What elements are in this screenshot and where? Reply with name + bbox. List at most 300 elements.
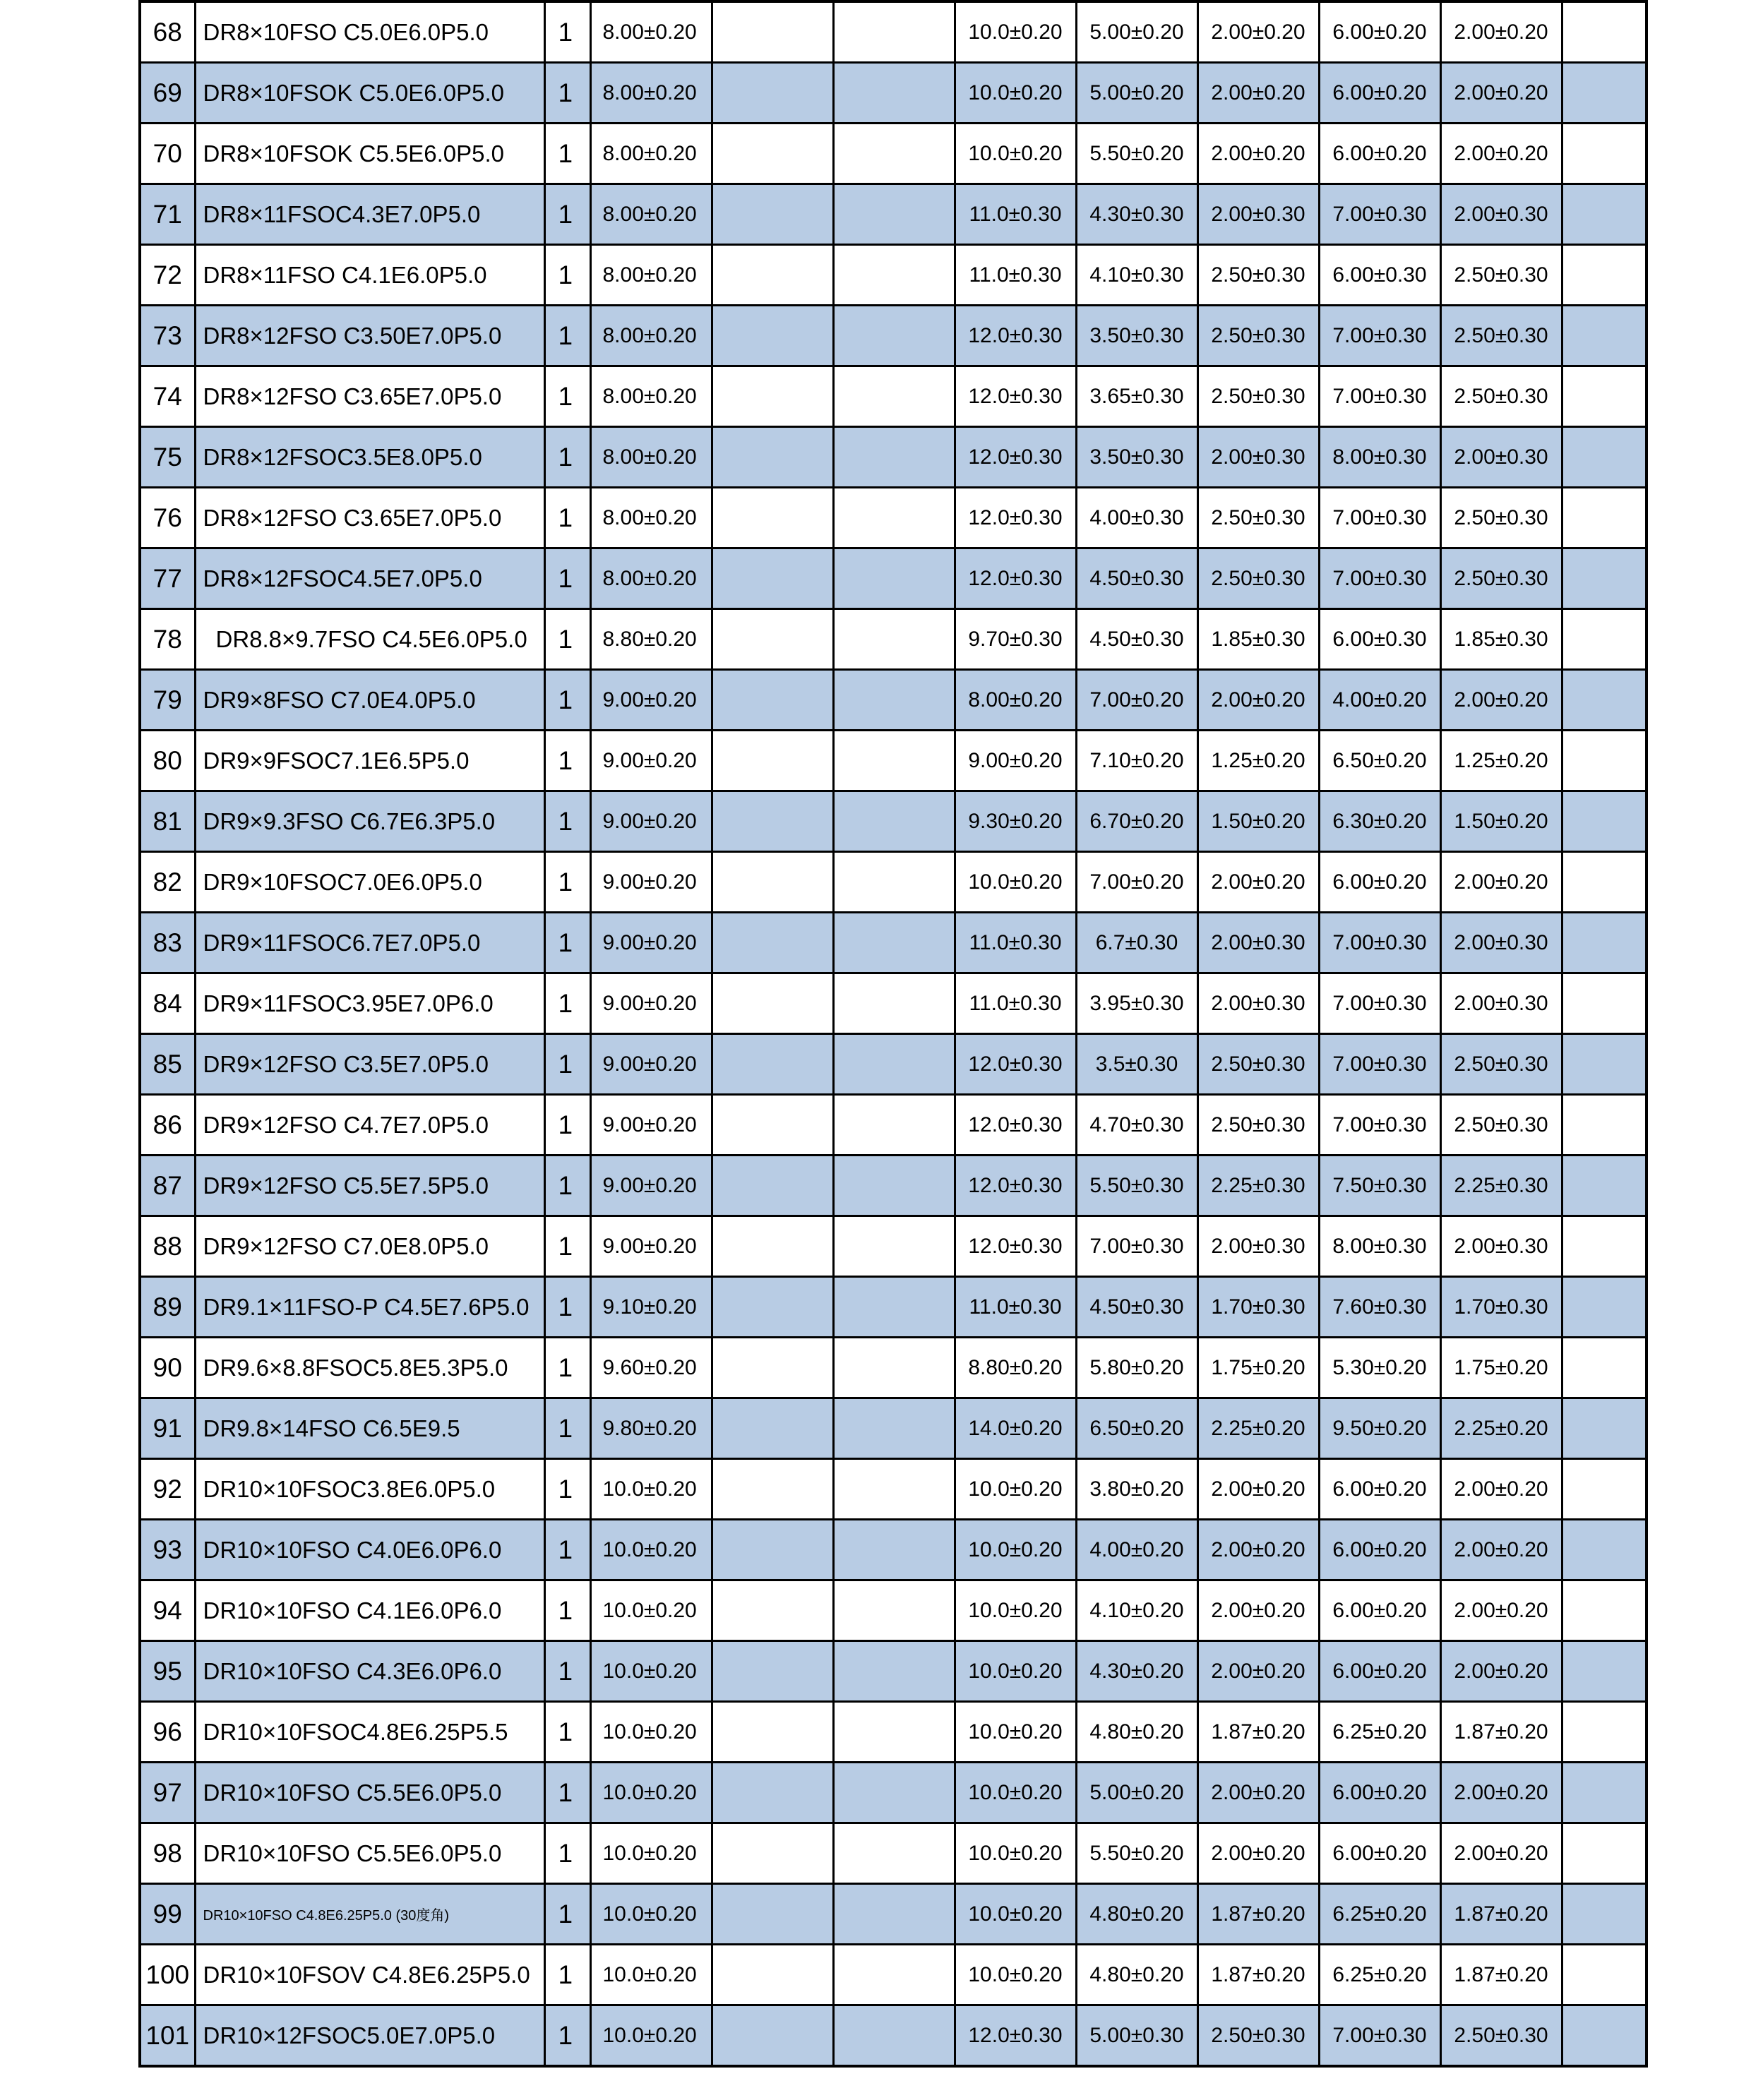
dimension-3: [833, 1398, 955, 1459]
row-number: 71: [140, 184, 195, 245]
dimension-4: 12.0±0.30: [955, 2005, 1076, 2067]
dimension-6: 2.00±0.20: [1197, 1, 1319, 63]
dimension-5: 7.00±0.20: [1076, 670, 1197, 731]
dimension-8: 2.50±0.30: [1440, 2005, 1562, 2067]
table-row: [140, 1580, 1647, 1641]
model-code: DR9×9FSOC7.1E6.5P5.0: [195, 731, 544, 791]
quantity: 1: [544, 1763, 590, 1823]
dimension-1: 9.00±0.20: [590, 1095, 712, 1156]
dimension-3: [833, 548, 955, 609]
dimension-9: [1562, 1823, 1647, 1884]
row-number: 87: [140, 1156, 195, 1216]
dimension-6: 2.00±0.30: [1197, 184, 1319, 245]
row-number: 68: [140, 1, 195, 63]
dimension-5: 7.10±0.20: [1076, 731, 1197, 791]
model-code: DR8×12FSO C3.65E7.0P5.0: [195, 366, 544, 427]
dimension-2: [712, 609, 833, 670]
dimension-5: 6.70±0.20: [1076, 791, 1197, 852]
dimension-3: [833, 670, 955, 731]
dimension-7: 7.00±0.30: [1319, 2005, 1440, 2067]
dimension-2: [712, 670, 833, 731]
dimension-9: [1562, 63, 1647, 124]
dimension-6: 2.00±0.30: [1197, 973, 1319, 1034]
table-row: [140, 1641, 1647, 1702]
dimension-2: [712, 1945, 833, 2005]
dimension-2: [712, 1156, 833, 1216]
dimension-3: [833, 1034, 955, 1095]
dimension-7: 6.00±0.20: [1319, 124, 1440, 184]
dimension-8: 1.25±0.20: [1440, 731, 1562, 791]
dimension-9: [1562, 1641, 1647, 1702]
dimension-3: [833, 1641, 955, 1702]
dimension-5: 5.50±0.30: [1076, 1156, 1197, 1216]
dimension-5: 3.95±0.30: [1076, 973, 1197, 1034]
dimension-7: 8.00±0.30: [1319, 427, 1440, 488]
dimension-9: [1562, 488, 1647, 548]
dimension-9: [1562, 1338, 1647, 1398]
table-row: [140, 1884, 1647, 1945]
quantity: 1: [544, 548, 590, 609]
dimension-3: [833, 366, 955, 427]
dimension-1: 8.00±0.20: [590, 184, 712, 245]
dimension-1: 9.00±0.20: [590, 1216, 712, 1277]
table-row: [140, 1, 1647, 63]
dimension-6: 2.25±0.20: [1197, 1398, 1319, 1459]
dimension-2: [712, 1702, 833, 1763]
dimension-3: [833, 1459, 955, 1520]
dimension-6: 1.50±0.20: [1197, 791, 1319, 852]
dimension-8: 2.00±0.30: [1440, 1216, 1562, 1277]
dimension-4: 11.0±0.30: [955, 184, 1076, 245]
dimension-3: [833, 1216, 955, 1277]
table-row: [140, 306, 1647, 366]
row-number: 98: [140, 1823, 195, 1884]
quantity: 1: [544, 488, 590, 548]
dimension-7: 7.00±0.30: [1319, 488, 1440, 548]
dimension-3: [833, 245, 955, 306]
dimension-2: [712, 1277, 833, 1338]
dimension-9: [1562, 1398, 1647, 1459]
table-row: [140, 2005, 1647, 2067]
dimension-4: 12.0±0.30: [955, 1095, 1076, 1156]
dimension-2: [712, 913, 833, 973]
dimension-9: [1562, 184, 1647, 245]
table-row: [140, 488, 1647, 548]
dimension-9: [1562, 913, 1647, 973]
dimension-6: 2.00±0.20: [1197, 1763, 1319, 1823]
dimension-4: 10.0±0.20: [955, 63, 1076, 124]
quantity: 1: [544, 913, 590, 973]
dimension-4: 11.0±0.30: [955, 913, 1076, 973]
dimension-7: 6.00±0.20: [1319, 1520, 1440, 1580]
dimension-2: [712, 1884, 833, 1945]
table-row: [140, 1338, 1647, 1398]
dimension-5: 5.80±0.20: [1076, 1338, 1197, 1398]
model-code: DR8×10FSO C5.0E6.0P5.0: [195, 1, 544, 63]
table-row: [140, 973, 1647, 1034]
table-row: [140, 1216, 1647, 1277]
dimension-6: 2.00±0.20: [1197, 1641, 1319, 1702]
row-number: 79: [140, 670, 195, 731]
dimension-7: 4.00±0.20: [1319, 670, 1440, 731]
dimension-3: [833, 63, 955, 124]
dimension-4: 10.0±0.20: [955, 1945, 1076, 2005]
row-number: 84: [140, 973, 195, 1034]
dimension-6: 2.00±0.20: [1197, 1520, 1319, 1580]
dimension-8: 2.00±0.20: [1440, 1823, 1562, 1884]
dimension-9: [1562, 1763, 1647, 1823]
dimension-5: 4.80±0.20: [1076, 1945, 1197, 2005]
dimension-1: 9.80±0.20: [590, 1398, 712, 1459]
dimension-8: 2.00±0.20: [1440, 1763, 1562, 1823]
dimension-3: [833, 184, 955, 245]
dimension-9: [1562, 791, 1647, 852]
dimension-2: [712, 1580, 833, 1641]
dimension-7: 6.00±0.20: [1319, 852, 1440, 913]
row-number: 82: [140, 852, 195, 913]
row-number: 86: [140, 1095, 195, 1156]
dimension-4: 10.0±0.20: [955, 1884, 1076, 1945]
dimension-6: 2.25±0.30: [1197, 1156, 1319, 1216]
dimension-7: 7.00±0.30: [1319, 1095, 1440, 1156]
row-number: 74: [140, 366, 195, 427]
dimension-8: 1.70±0.30: [1440, 1277, 1562, 1338]
quantity: 1: [544, 1945, 590, 2005]
dimension-9: [1562, 973, 1647, 1034]
quantity: 1: [544, 1520, 590, 1580]
dimension-7: 7.00±0.30: [1319, 366, 1440, 427]
dimension-1: 9.00±0.20: [590, 913, 712, 973]
dimension-8: 2.00±0.20: [1440, 1580, 1562, 1641]
dimension-8: 2.00±0.30: [1440, 427, 1562, 488]
dimension-5: 5.00±0.20: [1076, 1, 1197, 63]
model-code: DR10×10FSOC4.8E6.25P5.5: [195, 1702, 544, 1763]
dimension-4: 10.0±0.20: [955, 1580, 1076, 1641]
dimension-1: 10.0±0.20: [590, 1702, 712, 1763]
dimension-7: 8.00±0.30: [1319, 1216, 1440, 1277]
dimension-1: 8.00±0.20: [590, 124, 712, 184]
dimension-2: [712, 1459, 833, 1520]
model-code: DR9.8×14FSO C6.5E9.5: [195, 1398, 544, 1459]
dimension-6: 2.00±0.20: [1197, 670, 1319, 731]
dimension-6: 2.00±0.20: [1197, 852, 1319, 913]
dimension-9: [1562, 1520, 1647, 1580]
dimension-7: 7.00±0.30: [1319, 184, 1440, 245]
row-number: 91: [140, 1398, 195, 1459]
model-code: DR8×10FSOK C5.5E6.0P5.0: [195, 124, 544, 184]
dimension-3: [833, 731, 955, 791]
table-row: [140, 913, 1647, 973]
table-row: [140, 1034, 1647, 1095]
dimension-6: 2.50±0.30: [1197, 1034, 1319, 1095]
quantity: 1: [544, 184, 590, 245]
dimension-8: 2.00±0.20: [1440, 852, 1562, 913]
model-code: DR9×12FSO C3.5E7.0P5.0: [195, 1034, 544, 1095]
dimension-2: [712, 306, 833, 366]
dimension-3: [833, 427, 955, 488]
quantity: 1: [544, 670, 590, 731]
quantity: 1: [544, 2005, 590, 2067]
dimension-9: [1562, 306, 1647, 366]
dimension-3: [833, 488, 955, 548]
model-code: DR10×10FSOV C4.8E6.25P5.0: [195, 1945, 544, 2005]
table-row: [140, 1156, 1647, 1216]
dimension-2: [712, 427, 833, 488]
quantity: 1: [544, 245, 590, 306]
dimension-2: [712, 791, 833, 852]
dimension-6: 1.87±0.20: [1197, 1884, 1319, 1945]
dimension-2: [712, 1520, 833, 1580]
dimension-1: 10.0±0.20: [590, 1459, 712, 1520]
dimension-5: 3.80±0.20: [1076, 1459, 1197, 1520]
row-number: 83: [140, 913, 195, 973]
row-number: 95: [140, 1641, 195, 1702]
dimension-5: 5.50±0.20: [1076, 124, 1197, 184]
dimension-8: 2.50±0.30: [1440, 548, 1562, 609]
dimension-5: 4.00±0.20: [1076, 1520, 1197, 1580]
dimension-6: 2.50±0.30: [1197, 245, 1319, 306]
row-number: 72: [140, 245, 195, 306]
dimension-7: 7.00±0.30: [1319, 548, 1440, 609]
dimension-2: [712, 1763, 833, 1823]
dimension-6: 2.50±0.30: [1197, 1095, 1319, 1156]
dimension-9: [1562, 609, 1647, 670]
quantity: 1: [544, 63, 590, 124]
dimension-8: 1.87±0.20: [1440, 1945, 1562, 2005]
dimension-3: [833, 2005, 955, 2067]
quantity: 1: [544, 1459, 590, 1520]
dimension-9: [1562, 2005, 1647, 2067]
dimension-1: 9.00±0.20: [590, 670, 712, 731]
dimension-8: 2.50±0.30: [1440, 1095, 1562, 1156]
dimension-6: 1.87±0.20: [1197, 1945, 1319, 2005]
dimension-9: [1562, 124, 1647, 184]
dimension-7: 6.25±0.20: [1319, 1702, 1440, 1763]
table-row: [140, 791, 1647, 852]
row-number: 96: [140, 1702, 195, 1763]
dimension-1: 9.00±0.20: [590, 791, 712, 852]
dimension-5: 4.50±0.30: [1076, 609, 1197, 670]
row-number: 90: [140, 1338, 195, 1398]
dimension-2: [712, 731, 833, 791]
dimension-4: 12.0±0.30: [955, 366, 1076, 427]
dimension-3: [833, 791, 955, 852]
dimension-2: [712, 1641, 833, 1702]
table-row: [140, 852, 1647, 913]
dimension-6: 2.50±0.30: [1197, 488, 1319, 548]
row-number: 97: [140, 1763, 195, 1823]
table-row: [140, 1277, 1647, 1338]
table-row: [140, 1520, 1647, 1580]
dimension-7: 6.00±0.30: [1319, 609, 1440, 670]
model-code: DR8×11FSO C4.1E6.0P5.0: [195, 245, 544, 306]
dimension-3: [833, 1763, 955, 1823]
dimension-3: [833, 1823, 955, 1884]
row-number: 99: [140, 1884, 195, 1945]
dimension-1: 10.0±0.20: [590, 1580, 712, 1641]
dimension-8: 2.00±0.20: [1440, 1459, 1562, 1520]
spec-table: [138, 0, 1648, 2068]
dimension-8: 2.50±0.30: [1440, 245, 1562, 306]
model-code: DR9×12FSO C7.0E8.0P5.0: [195, 1216, 544, 1277]
dimension-8: 2.00±0.20: [1440, 1641, 1562, 1702]
model-code: DR8.8×9.7FSO C4.5E6.0P5.0: [195, 609, 544, 670]
dimension-9: [1562, 1034, 1647, 1095]
dimension-9: [1562, 245, 1647, 306]
table-row: [140, 245, 1647, 306]
dimension-1: 8.00±0.20: [590, 366, 712, 427]
dimension-6: 2.00±0.30: [1197, 427, 1319, 488]
dimension-3: [833, 1580, 955, 1641]
dimension-4: 9.30±0.20: [955, 791, 1076, 852]
dimension-7: 6.00±0.20: [1319, 63, 1440, 124]
row-number: 73: [140, 306, 195, 366]
dimension-6: 2.00±0.30: [1197, 1216, 1319, 1277]
model-code: DR8×12FSO C3.65E7.0P5.0: [195, 488, 544, 548]
dimension-5: 4.30±0.30: [1076, 184, 1197, 245]
model-code: DR8×10FSOK C5.0E6.0P5.0: [195, 63, 544, 124]
dimension-1: 8.00±0.20: [590, 245, 712, 306]
dimension-1: 10.0±0.20: [590, 1520, 712, 1580]
dimension-1: 8.00±0.20: [590, 427, 712, 488]
table-row: [140, 1823, 1647, 1884]
dimension-8: 2.50±0.30: [1440, 1034, 1562, 1095]
dimension-1: 9.60±0.20: [590, 1338, 712, 1398]
dimension-6: 2.50±0.30: [1197, 306, 1319, 366]
dimension-7: 6.25±0.20: [1319, 1884, 1440, 1945]
model-code: DR10×10FSO C5.5E6.0P5.0: [195, 1823, 544, 1884]
dimension-6: 1.70±0.30: [1197, 1277, 1319, 1338]
quantity: 1: [544, 1580, 590, 1641]
dimension-5: 4.10±0.30: [1076, 245, 1197, 306]
dimension-1: 9.00±0.20: [590, 731, 712, 791]
dimension-4: 14.0±0.20: [955, 1398, 1076, 1459]
dimension-8: 2.00±0.30: [1440, 184, 1562, 245]
dimension-2: [712, 548, 833, 609]
dimension-2: [712, 2005, 833, 2067]
quantity: 1: [544, 1823, 590, 1884]
dimension-5: 4.00±0.30: [1076, 488, 1197, 548]
quantity: 1: [544, 973, 590, 1034]
table-row: [140, 427, 1647, 488]
dimension-5: 4.70±0.30: [1076, 1095, 1197, 1156]
dimension-2: [712, 63, 833, 124]
dimension-8: 2.25±0.20: [1440, 1398, 1562, 1459]
quantity: 1: [544, 1277, 590, 1338]
dimension-3: [833, 1338, 955, 1398]
model-code: DR8×11FSOC4.3E7.0P5.0: [195, 184, 544, 245]
dimension-8: 2.00±0.20: [1440, 670, 1562, 731]
table-row: [140, 1095, 1647, 1156]
dimension-4: 10.0±0.20: [955, 1, 1076, 63]
dimension-6: 1.25±0.20: [1197, 731, 1319, 791]
dimension-1: 10.0±0.20: [590, 1884, 712, 1945]
quantity: 1: [544, 306, 590, 366]
dimension-4: 8.00±0.20: [955, 670, 1076, 731]
dimension-5: 4.80±0.20: [1076, 1702, 1197, 1763]
dimension-4: 9.00±0.20: [955, 731, 1076, 791]
dimension-3: [833, 609, 955, 670]
dimension-7: 6.00±0.20: [1319, 1763, 1440, 1823]
quantity: 1: [544, 1641, 590, 1702]
dimension-3: [833, 1884, 955, 1945]
quantity: 1: [544, 1398, 590, 1459]
dimension-4: 10.0±0.20: [955, 1459, 1076, 1520]
dimension-1: 10.0±0.20: [590, 1763, 712, 1823]
dimension-4: 12.0±0.30: [955, 1034, 1076, 1095]
dimension-3: [833, 913, 955, 973]
dimension-2: [712, 366, 833, 427]
table-row: [140, 731, 1647, 791]
dimension-7: 6.00±0.20: [1319, 1, 1440, 63]
dimension-3: [833, 1095, 955, 1156]
dimension-9: [1562, 1945, 1647, 2005]
table-row: [140, 1459, 1647, 1520]
dimension-8: 1.75±0.20: [1440, 1338, 1562, 1398]
dimension-6: 1.87±0.20: [1197, 1702, 1319, 1763]
dimension-1: 9.10±0.20: [590, 1277, 712, 1338]
dimension-1: 9.00±0.20: [590, 1156, 712, 1216]
dimension-7: 6.50±0.20: [1319, 731, 1440, 791]
dimension-5: 6.50±0.20: [1076, 1398, 1197, 1459]
table-row: [140, 63, 1647, 124]
quantity: 1: [544, 427, 590, 488]
quantity: 1: [544, 1216, 590, 1277]
model-code: DR9×11FSOC6.7E7.0P5.0: [195, 913, 544, 973]
model-code: DR9×11FSOC3.95E7.0P6.0: [195, 973, 544, 1034]
dimension-5: 7.00±0.30: [1076, 1216, 1197, 1277]
dimension-9: [1562, 366, 1647, 427]
dimension-7: 6.00±0.20: [1319, 1641, 1440, 1702]
dimension-3: [833, 1156, 955, 1216]
dimension-6: 2.00±0.20: [1197, 63, 1319, 124]
dimension-4: 12.0±0.30: [955, 1216, 1076, 1277]
dimension-5: 4.30±0.20: [1076, 1641, 1197, 1702]
dimension-8: 2.25±0.30: [1440, 1156, 1562, 1216]
quantity: 1: [544, 1702, 590, 1763]
quantity: 1: [544, 1095, 590, 1156]
dimension-2: [712, 1823, 833, 1884]
dimension-5: 5.00±0.20: [1076, 1763, 1197, 1823]
table-row: [140, 124, 1647, 184]
table-row: [140, 184, 1647, 245]
model-code: DR9×8FSO C7.0E4.0P5.0: [195, 670, 544, 731]
dimension-2: [712, 973, 833, 1034]
quantity: 1: [544, 1, 590, 63]
dimension-5: 5.00±0.20: [1076, 63, 1197, 124]
dimension-5: 5.50±0.20: [1076, 1823, 1197, 1884]
dimension-5: 3.5±0.30: [1076, 1034, 1197, 1095]
dimension-2: [712, 852, 833, 913]
dimension-4: 10.0±0.20: [955, 1641, 1076, 1702]
dimension-8: 2.50±0.30: [1440, 366, 1562, 427]
table-row: [140, 366, 1647, 427]
quantity: 1: [544, 366, 590, 427]
dimension-4: 11.0±0.30: [955, 1277, 1076, 1338]
dimension-8: 2.00±0.20: [1440, 63, 1562, 124]
dimension-7: 6.00±0.20: [1319, 1823, 1440, 1884]
dimension-1: 8.00±0.20: [590, 63, 712, 124]
dimension-8: 2.00±0.30: [1440, 973, 1562, 1034]
dimension-2: [712, 184, 833, 245]
dimension-6: 2.50±0.30: [1197, 548, 1319, 609]
row-number: 89: [140, 1277, 195, 1338]
dimension-2: [712, 1034, 833, 1095]
model-code: DR9×12FSO C4.7E7.0P5.0: [195, 1095, 544, 1156]
model-code: DR10×10FSO C5.5E6.0P5.0: [195, 1763, 544, 1823]
dimension-7: 7.60±0.30: [1319, 1277, 1440, 1338]
model-code: DR10×10FSO C4.0E6.0P6.0: [195, 1520, 544, 1580]
